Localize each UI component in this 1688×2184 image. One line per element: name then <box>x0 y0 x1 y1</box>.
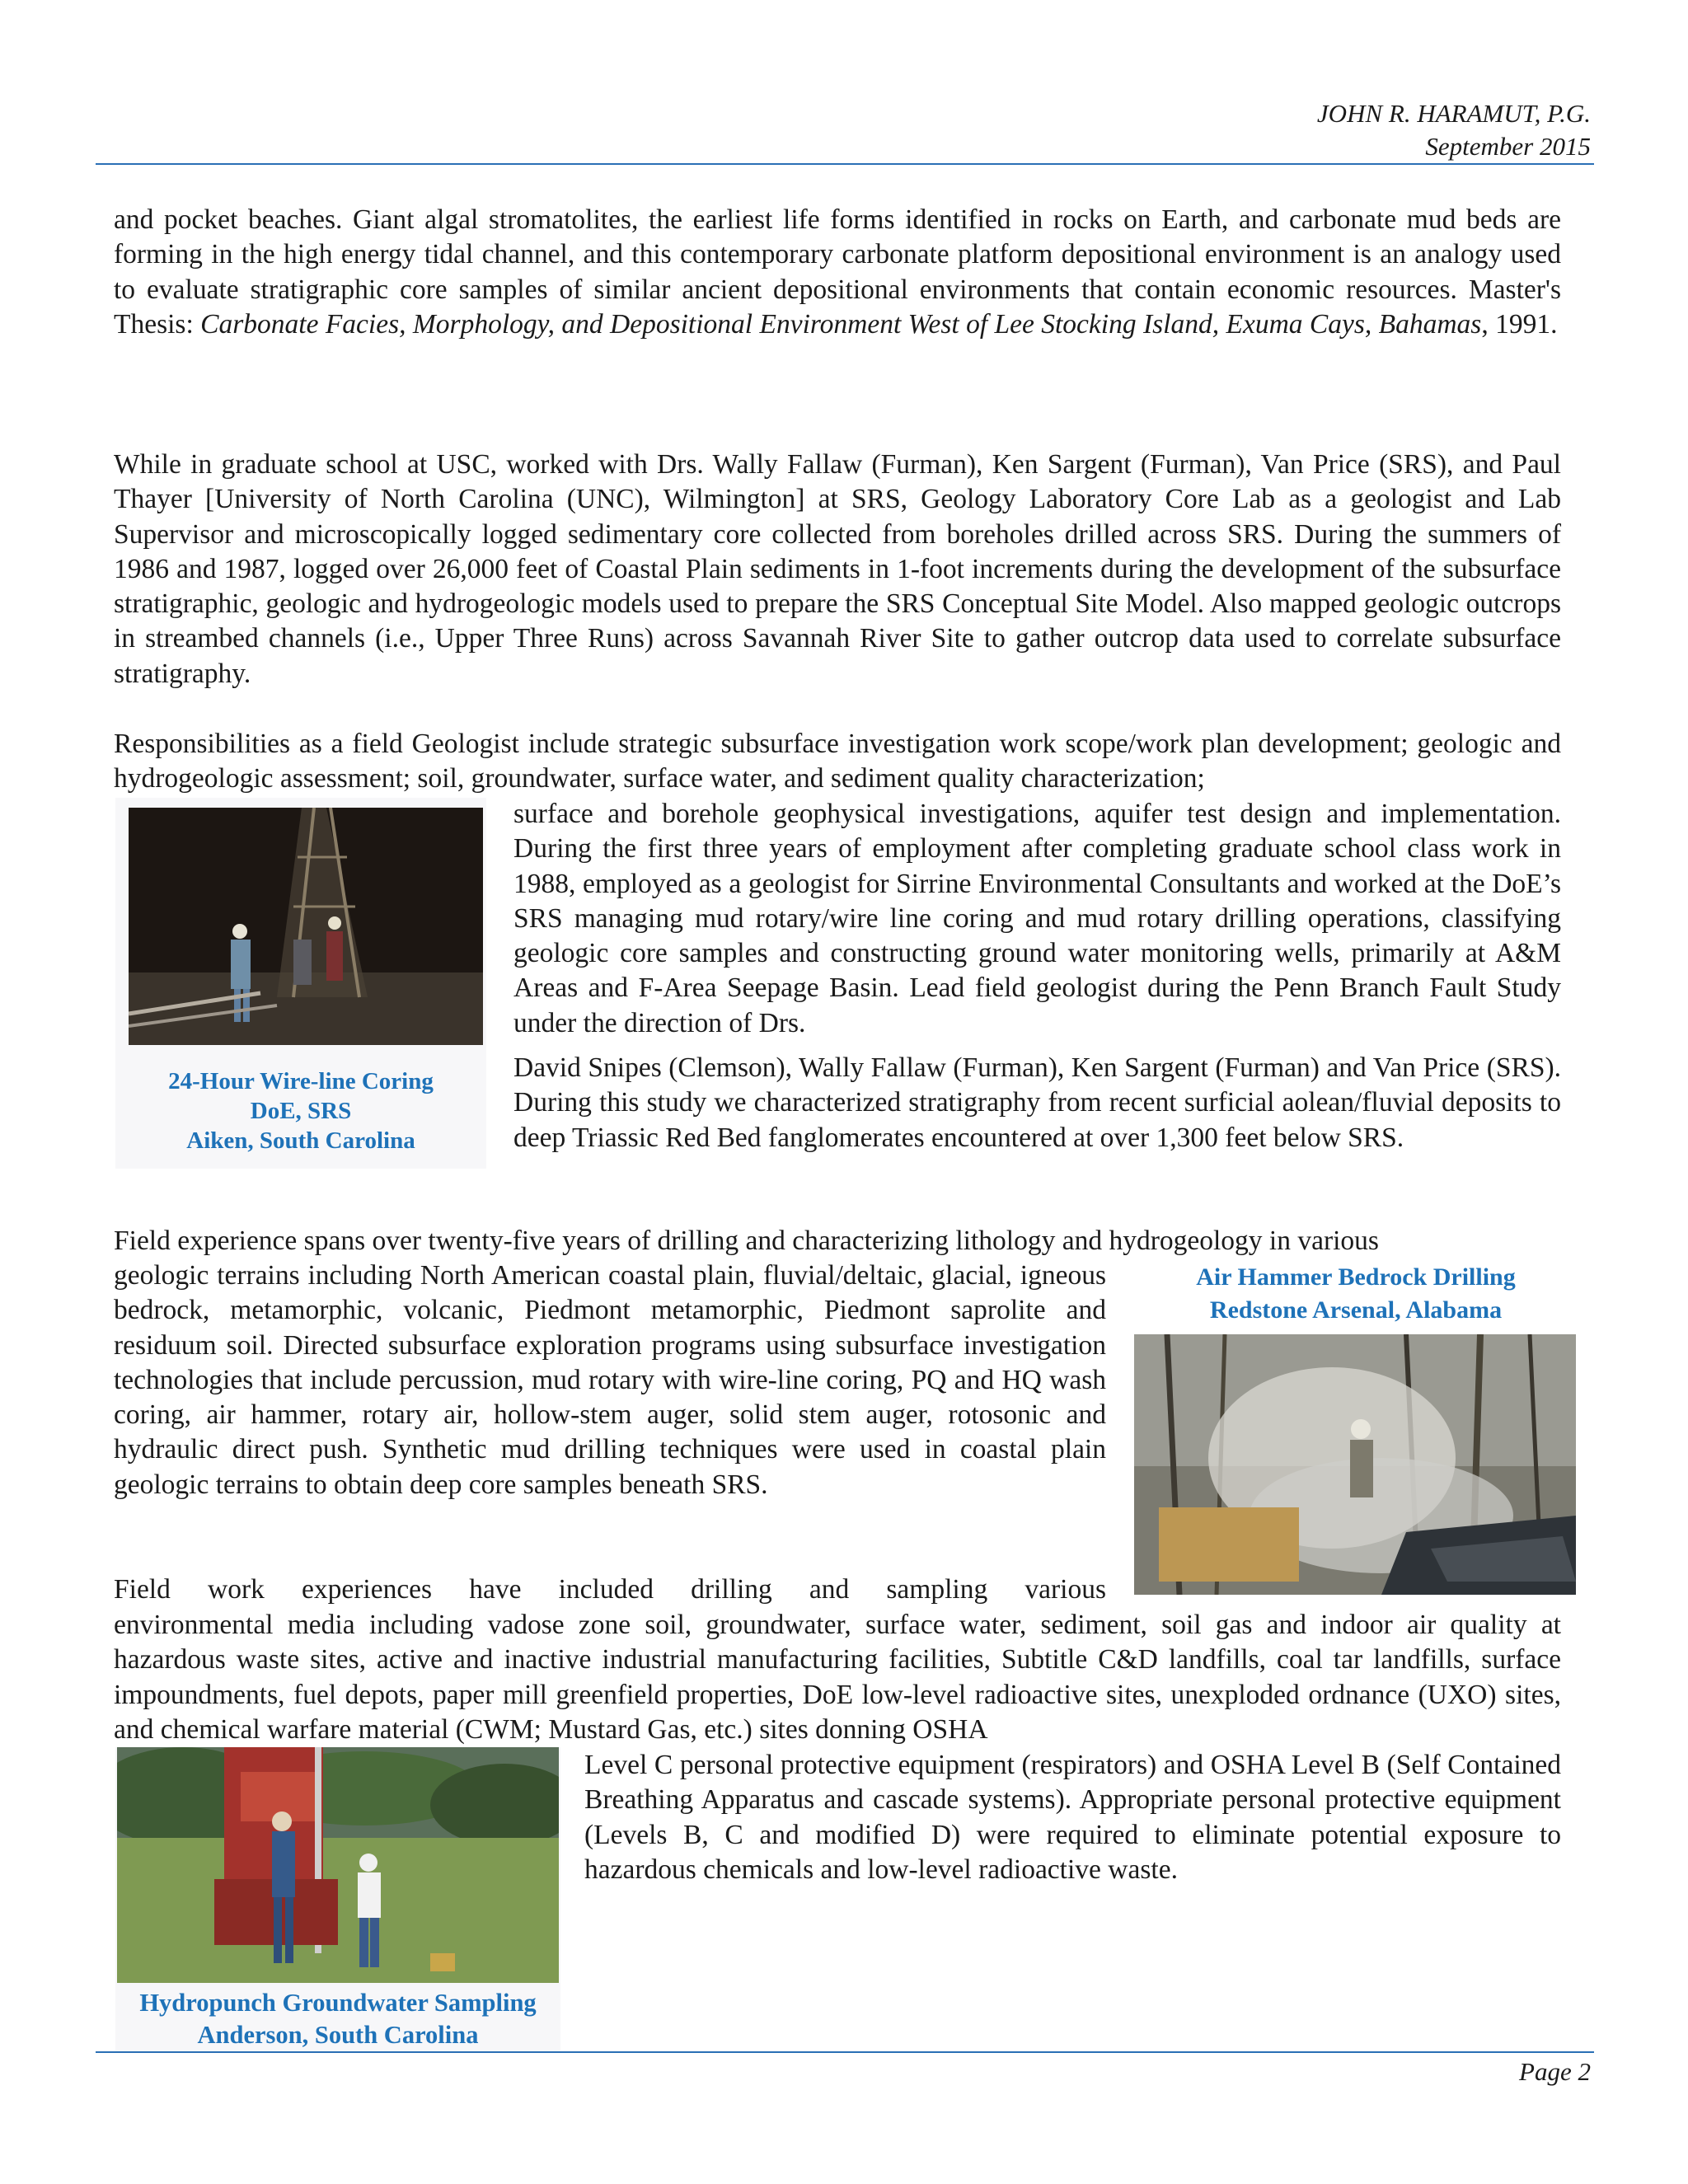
header-name: JOHN R. HARAMUT, P.G. <box>1316 99 1591 128</box>
paragraph-graduate-school: While in graduate school at USC, worked with Drs. Wally Fallaw (Furman), Ken Sargent (Furman), Van Price (SRS), and Paul Thayer [University of North Carolina (UNC), Wilmington] at SRS, Geology Laboratory Core Lab as a geologist and Lab Supervisor and microscopically logged sedimentary core collected from boreholes drilled across SRS. During the summers of 1986 and 1987, logged over 26,000 feet of Coastal Plain sediments in 1-foot increments during the development of the subsurface stratigraphic, geologic and hydrogeologic models used to prepare the SRS Conceptual Site Model. Also mapped geologic outcrops in streambed channels (i.e., Upper Three Runs) across Savannah River Site to gather outcrop data used to correlate subsurface stratigraphy. <box>114 449 1561 689</box>
paragraph-field-experience-top: Field experience spans over twenty-five years of drilling and characterizing lithology and hydrogeology in various <box>114 1226 1379 1256</box>
paragraph-field-experience-wrapped: geologic terrains including North American coastal plain, fluvial/deltaic, glacial, igneous bedrock, metamorphic, volcanic, Piedmont metamorphic, Piedmont saprolite and residuum soil. Directed subsurface exploration programs using subsurface investigation technologies that include percussion, mud rotary with wire-line coring, PQ and HQ wash coring, air hammer, rotary air, hollow-stem auger, solid stem auger, rotosonic and hydraulic direct push. Synthetic mud drilling techniques were used in coastal plain geologic terrains to obtain deep core samples beneath SRS. <box>114 1260 1106 1500</box>
thesis-title: Carbonate Facies, Morphology, and Depositional Environment West of Lee Stocking Island, Exuma Cays, Bahamas <box>200 308 1482 340</box>
paragraph-penn-branch: David Snipes (Clemson), Wally Fallaw (Furman), Ken Sargent (Furman) and Van Price (SRS). During this study we characterized stratigraphy from recent surficial aolean/fluvial deposits to deep Triassic Red Bed fanglomerates encountered at over 1,300 feet below SRS. <box>513 1052 1561 1153</box>
caption-hydropunch-line-1: Hydropunch Groundwater Sampling <box>139 1989 537 2017</box>
paragraph-field-work-full: environmental media including vadose zone soil, groundwater, surface water, sediment, soil gas and indoor air quality at hazardous waste sites, active and inactive industrial manufacturing facilities, Subtitle C&D landfills, coal tar landfills, surface impoundments, fuel depots, paper mill greenfield properties, DoE low-level radioactive sites, unexploded ordnance (UXO) sites, and chemical warfare material (CWM; Mustard Gas, etc.) sites donning OSHA <box>114 1610 1561 1745</box>
photo-hydropunch <box>117 1747 559 1983</box>
caption-air-hammer-line-1: Air Hammer Bedrock Drilling <box>1196 1263 1516 1291</box>
caption-coring-line-1: 24-Hour Wire-line Coring <box>168 1068 434 1094</box>
caption-hydropunch-line-2: Anderson, South Carolina <box>197 2021 479 2049</box>
paragraph-responsibilities-wrapped: surface and borehole geophysical investigations, aquifer test design and implementation. During the first three years of employment after completing graduate school class work in 1988, employed as a geologist for Sirrine Environmental Consultants and worked at the DoE’s SRS managing mud rotary/wire line coring and mud rotary drilling operations, classifying geologic core samples and constructing ground water monitoring wells, primarily at A&M Areas and F-Area Seepage Basin. Lead field geologist during the Penn Branch Fault Study under the direction of Drs. <box>513 799 1561 1038</box>
paragraph-thesis-body: and pocket beaches. Giant algal stromatolites, the earliest life forms identified in rocks on Earth, and carbonate mud beds are forming in the high energy tidal channel, and this contemporary carbonate platform depositional environment is an analogy used to evaluate stratigraphic core samples of similar ancient depositional environments that contain economic resources. Master's Thesis: <box>114 204 1561 340</box>
caption-coring-line-3: Aiken, South Carolina <box>186 1127 415 1154</box>
caption-hydropunch <box>117 1987 559 2051</box>
paragraph-thesis <box>114 203 1561 342</box>
header-date: September 2015 <box>1425 132 1591 161</box>
footer-rule <box>96 2051 1594 2053</box>
header-rule <box>96 163 1594 165</box>
paragraph-responsibilities-top: Responsibilities as a field Geologist include strategic subsurface investigation work scope/work plan development; geologic and hydrogeologic assessment; soil, groundwater, surface water, and sediment quality characterization; <box>114 729 1561 794</box>
caption-coring <box>124 1066 478 1155</box>
photo-air-hammer <box>1134 1334 1576 1595</box>
caption-air-hammer <box>1137 1261 1574 1327</box>
caption-air-hammer-line-2: Redstone Arsenal, Alabama <box>1209 1296 1503 1324</box>
paragraph-thesis-end: , 1991. <box>1481 308 1558 340</box>
photo-wireline-coring <box>129 808 483 1045</box>
paragraph-field-work-top: Field work experiences have included drilling and sampling various <box>114 1574 1106 1605</box>
page-number: Page 2 <box>1519 2057 1591 2086</box>
paragraph-osha-wrapped: Level C personal protective equipment (respirators) and OSHA Level B (Self Contained Breathing Apparatus and cascade systems). Appropriate personal protective equipment (Levels B, C and modified D) were required to eliminate potential exposure to hazardous chemicals and low-level radioactive waste. <box>584 1750 1561 1885</box>
caption-coring-line-2: DoE, SRS <box>250 1098 352 1124</box>
